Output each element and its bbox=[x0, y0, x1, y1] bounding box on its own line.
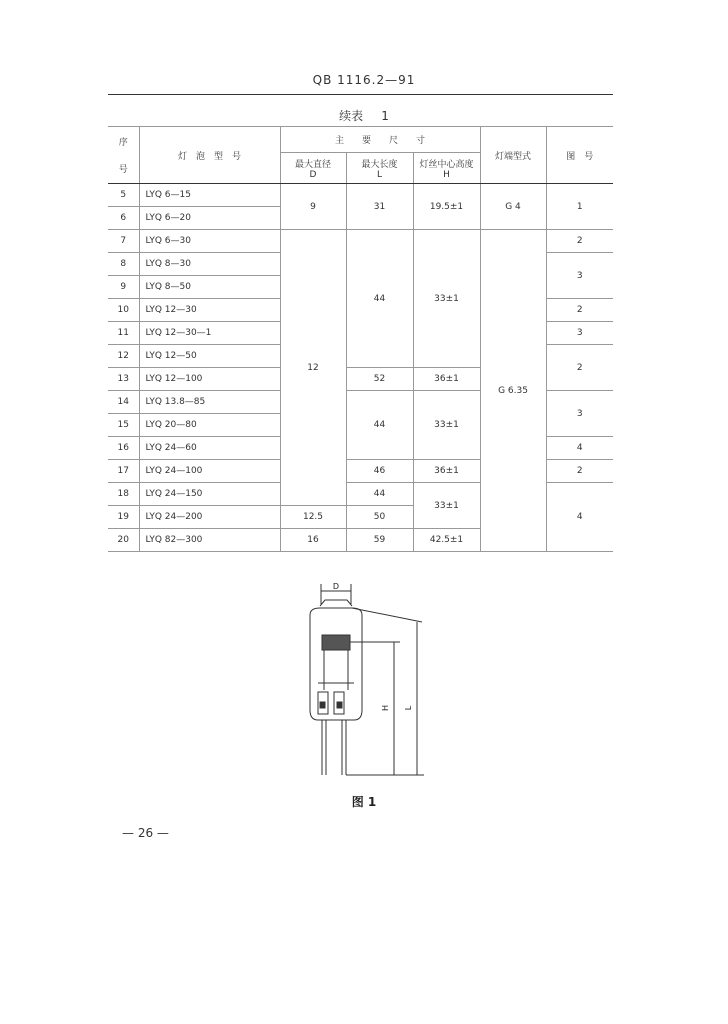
table-row bbox=[108, 230, 613, 253]
lamp-spec-table bbox=[108, 126, 613, 552]
cell-fig: 2 bbox=[546, 345, 613, 391]
diameter-label: 最大直径 bbox=[294, 159, 331, 170]
length-symbol: L bbox=[376, 169, 382, 180]
cell-length: 44 bbox=[346, 230, 413, 368]
row-model: LYQ 12—30—1 bbox=[139, 322, 280, 345]
dims-header: 主 要 尺 寸 bbox=[280, 127, 480, 153]
cap-header: 灯端型式 bbox=[480, 127, 546, 184]
cell-fig: 1 bbox=[546, 184, 613, 230]
row-model: LYQ 6—20 bbox=[139, 207, 280, 230]
cell-diameter: 12 bbox=[280, 230, 346, 506]
lamp-drawing bbox=[290, 580, 440, 790]
cell-height: 42.5±1 bbox=[413, 529, 480, 552]
row-model: LYQ 24—200 bbox=[139, 506, 280, 529]
cell-height: 33±1 bbox=[413, 391, 480, 460]
row-no: 16 bbox=[108, 437, 139, 460]
cell-fig: 2 bbox=[546, 299, 613, 322]
row-no: 12 bbox=[108, 345, 139, 368]
row-model: LYQ 24—150 bbox=[139, 483, 280, 506]
row-model: LYQ 8—30 bbox=[139, 253, 280, 276]
seal-foil-left bbox=[320, 702, 325, 708]
model-header: 灯 泡 型 号 bbox=[139, 127, 280, 184]
cell-length: 44 bbox=[346, 483, 413, 506]
row-no: 15 bbox=[108, 414, 139, 437]
row-no: 13 bbox=[108, 368, 139, 391]
cell-fig: 2 bbox=[546, 460, 613, 483]
cell-cap: G 6.35 bbox=[480, 230, 546, 552]
cell-diameter: 16 bbox=[280, 529, 346, 552]
height-header bbox=[413, 153, 480, 184]
row-model: LYQ 24—100 bbox=[139, 460, 280, 483]
cell-height: 36±1 bbox=[413, 368, 480, 391]
table-caption bbox=[0, 107, 728, 124]
seal-foil-right bbox=[337, 702, 342, 708]
cell-length: 50 bbox=[346, 506, 413, 529]
cell-height: 33±1 bbox=[413, 230, 480, 368]
page-number: — 26 — bbox=[122, 826, 169, 840]
row-model: LYQ 12—100 bbox=[139, 368, 280, 391]
height-symbol: H bbox=[443, 169, 450, 180]
cell-length: 31 bbox=[346, 184, 413, 230]
row-no: 10 bbox=[108, 299, 139, 322]
caption-label: 续表 bbox=[339, 109, 364, 123]
row-model: LYQ 12—30 bbox=[139, 299, 280, 322]
label-h: H bbox=[381, 704, 390, 712]
cell-fig: 4 bbox=[546, 483, 613, 552]
cell-length: 44 bbox=[346, 391, 413, 460]
header-rule bbox=[108, 94, 613, 95]
row-model: LYQ 20—80 bbox=[139, 414, 280, 437]
cell-length: 52 bbox=[346, 368, 413, 391]
length-label: 最大长度 bbox=[361, 159, 398, 170]
row-model: LYQ 6—30 bbox=[139, 230, 280, 253]
cell-fig: 3 bbox=[546, 322, 613, 345]
row-no: 19 bbox=[108, 506, 139, 529]
filament-coil bbox=[322, 635, 350, 650]
seq-header-bottom: 号 bbox=[118, 165, 128, 175]
cell-fig: 3 bbox=[546, 391, 613, 437]
row-model: LYQ 24—60 bbox=[139, 437, 280, 460]
row-no: 20 bbox=[108, 529, 139, 552]
cell-fig: 3 bbox=[546, 253, 613, 299]
standard-number: QB 1116.2—91 bbox=[312, 73, 416, 87]
row-model: LYQ 12—50 bbox=[139, 345, 280, 368]
row-no: 17 bbox=[108, 460, 139, 483]
height-label: 灯丝中心高度 bbox=[419, 159, 474, 170]
row-model: LYQ 13.8—85 bbox=[139, 391, 280, 414]
diameter-header bbox=[280, 153, 346, 184]
row-no: 14 bbox=[108, 391, 139, 414]
table-row bbox=[108, 184, 613, 207]
row-no: 5 bbox=[108, 184, 139, 207]
row-no: 8 bbox=[108, 253, 139, 276]
cell-diameter: 9 bbox=[280, 184, 346, 230]
length-header bbox=[346, 153, 413, 184]
seq-header-top: 序 bbox=[118, 138, 128, 148]
row-model: LYQ 8—50 bbox=[139, 276, 280, 299]
cell-diameter: 12.5 bbox=[280, 506, 346, 529]
cell-length: 46 bbox=[346, 460, 413, 483]
cell-height: 33±1 bbox=[413, 483, 480, 529]
cell-height: 36±1 bbox=[413, 460, 480, 483]
bulb-tip bbox=[320, 600, 352, 606]
caption-number: 1 bbox=[381, 109, 389, 123]
row-model: LYQ 82—300 bbox=[139, 529, 280, 552]
diameter-symbol: D bbox=[309, 169, 317, 180]
row-no: 7 bbox=[108, 230, 139, 253]
row-no: 9 bbox=[108, 276, 139, 299]
row-no: 18 bbox=[108, 483, 139, 506]
cell-fig: 2 bbox=[546, 230, 613, 253]
label-l: L bbox=[404, 705, 413, 711]
row-no: 11 bbox=[108, 322, 139, 345]
figure-caption: 图 1 bbox=[351, 795, 377, 809]
cell-length: 59 bbox=[346, 529, 413, 552]
row-model: LYQ 6—15 bbox=[139, 184, 280, 207]
cell-cap: G 4 bbox=[480, 184, 546, 230]
seq-header bbox=[108, 127, 139, 184]
cell-height: 19.5±1 bbox=[413, 184, 480, 230]
fig-header: 图 号 bbox=[546, 127, 613, 184]
row-no: 6 bbox=[108, 207, 139, 230]
cell-fig: 4 bbox=[546, 437, 613, 460]
label-d: D bbox=[332, 582, 340, 591]
